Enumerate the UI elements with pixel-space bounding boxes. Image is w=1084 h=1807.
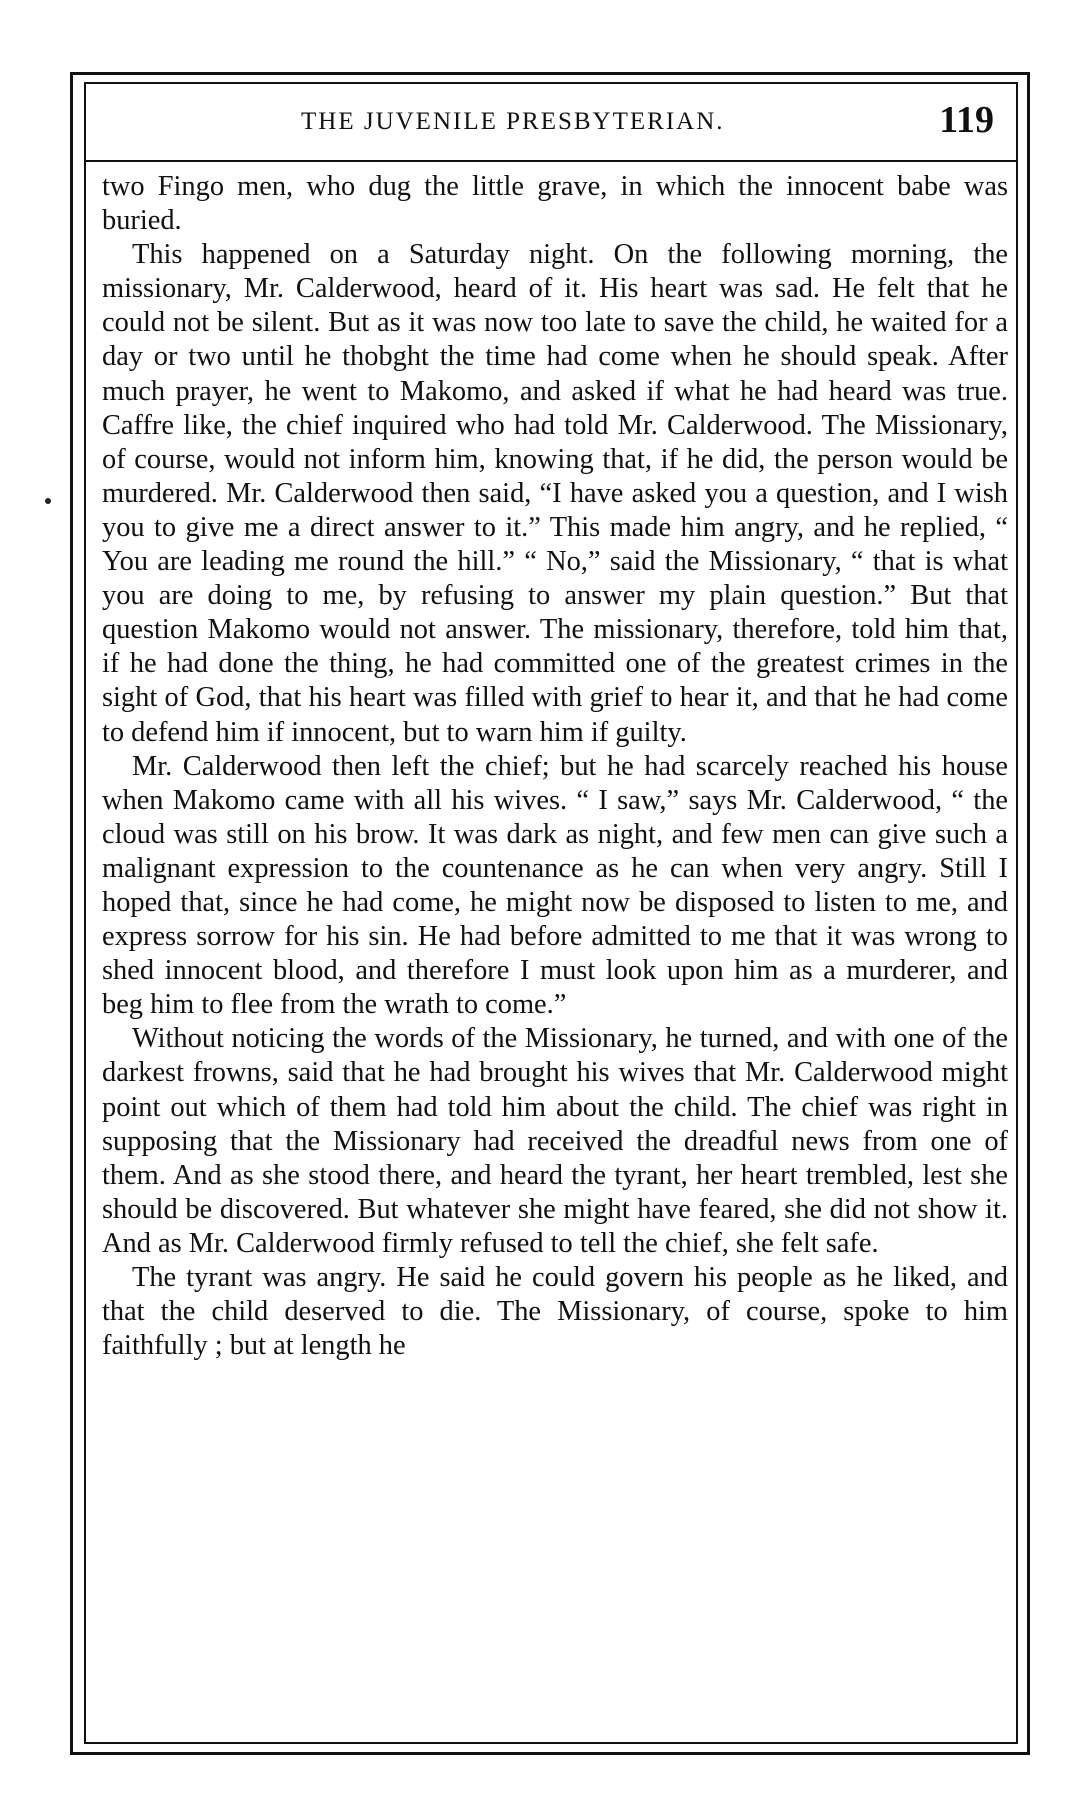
article-body [102,170,1008,1735]
left-border-inner-rule [84,82,86,1744]
page-number: 119 [939,99,994,141]
paragraph: Mr. Calderwood then left the chief; but he had scarcely reached his house when Makomo came with all his wives. “ I saw,” says Mr. Calderwood, “ the cloud was still on his brow. It was dark as night, and few men can give such a malignant expression to the countenance as he can when very angry. Still I hoped that, since he had come, he might now be disposed to listen to me, and express sorrow for his sin. He had before admitted to me that it was wrong to shed innocent blood, and therefore I must look upon him as a murderer, and beg him to flee from the wrath to come.” [102,750,1008,1021]
right-border-outer-rule [1027,72,1030,1755]
bottom-border-outer-rule [70,1752,1030,1755]
margin-ink-dot [45,498,51,504]
paragraph-continued: two Fingo men, who dug the little grave, in which the innocent babe was buried. [102,171,1008,237]
paragraph: This happened on a Saturday night. On the following morning, the missionary, Mr. Calderwood, heard of it. His heart was sad. He felt that he could not be silent. But as it was now too late to save the child, he waited for a day or two until he thobght the time had come when he should speak. After much prayer, he went to Makomo, and asked if what he had heard was true. Caffre like, the chief inquired who had told Mr. Calderwood. The Missionary, of course, would not inform him, knowing that, if he did, the person would be murdered. Mr. Calderwood then said, “I have asked you a question, and I wish you to give me a direct answer to it.” This made him angry, and he replied, “ You are leading me round the hill.” “ No,” said the Missionary, “ that is what you are doing to me, by refusing to answer my plain question.” But that question Makomo would not answer. The missionary, therefore, told him that, if he had done the thing, he had committed one of the greatest crimes in the sight of God, that his heart was filled with grief to hear it, and that he had come to defend him if innocent, but to warn him if guilty. [102,239,1008,748]
bottom-border-inner-rule [84,1742,1018,1744]
paragraph: The tyrant was angry. He said he could govern his people as he liked, and that the child deserved to die. The Missionary, of course, spoke to him faithfully ; but at length he [102,1262,1008,1362]
right-border-inner-rule [1016,82,1018,1744]
top-border-outer-rule [70,72,1030,75]
left-border-outer-rule [70,72,73,1755]
top-border-inner-rule [84,82,1018,84]
paragraph: Without noticing the words of the Missionary, he turned, and with one of the darkest frowns, said that he had brought his wives that Mr. Calderwood might point out which of them had told him about the child. The chief was right in supposing that the Missionary had received the dreadful news from one of them. And as she stood there, and heard the tyrant, her heart trembled, lest she should be discovered. But whatever she might have feared, she did not show it. And as Mr. Calderwood firmly refused to tell the chief, she felt safe. [102,1023,1008,1259]
running-head [86,92,1016,158]
running-title: THE JUVENILE PRESBYTERIAN. [301,108,725,135]
header-rule [84,160,1018,162]
